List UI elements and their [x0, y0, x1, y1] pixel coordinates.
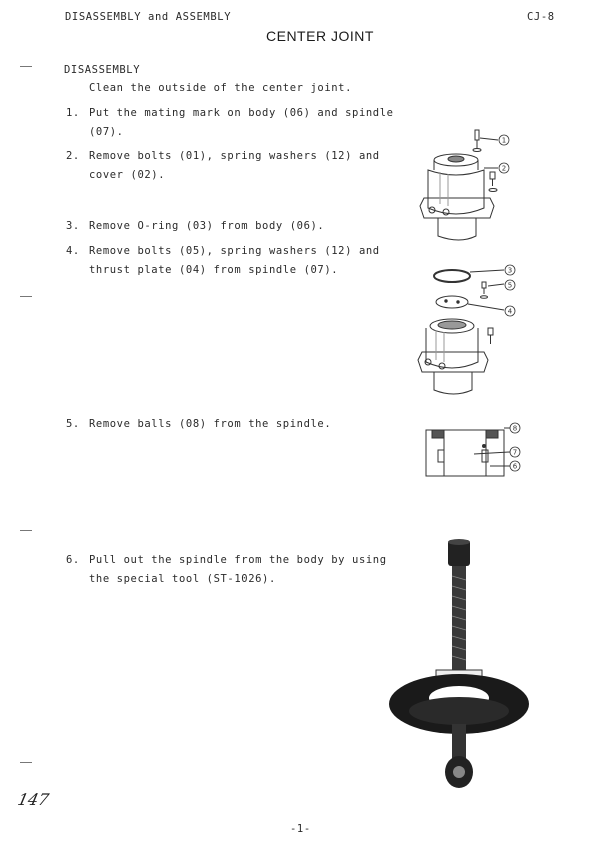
callout-1: 1: [501, 136, 507, 145]
step-number: 5.: [66, 418, 80, 430]
handwritten-note: 147: [15, 790, 51, 809]
step-text-line-2: the special tool (ST-1026).: [89, 573, 276, 585]
step-number: 6.: [66, 554, 80, 566]
step-number: 3.: [66, 220, 80, 232]
step-text-line-1: Remove balls (08) from the spindle.: [89, 418, 332, 430]
step-text-line-1: Remove bolts (05), spring washers (12) and: [89, 245, 380, 257]
o-ring-and-thrust-plate-illustration: [412, 262, 522, 412]
callout-3: 3: [507, 266, 513, 275]
step-number: 1.: [66, 107, 80, 119]
step-text-line-1: Remove O-ring (03) from body (06).: [89, 220, 325, 232]
callout-6: 6: [512, 462, 518, 471]
margin-mark: [20, 66, 32, 67]
callout-8: 8: [512, 424, 518, 433]
section-intro: Clean the outside of the center joint.: [89, 82, 353, 94]
callout-4: 4: [507, 307, 513, 316]
step-text-line-1: Pull out the spindle from the body by using: [89, 554, 387, 566]
margin-mark: [20, 530, 32, 531]
step-text-line-2: thrust plate (04) from spindle (07).: [89, 264, 339, 276]
section-heading: DISASSEMBLY: [64, 64, 141, 76]
step-text-line-2: cover (02).: [89, 169, 166, 181]
step-text-line-1: Put the mating mark on body (06) and spindle: [89, 107, 394, 119]
callout-2: 2: [501, 164, 507, 173]
step-number: 4.: [66, 245, 80, 257]
header-page-code: CJ-8: [527, 11, 555, 23]
margin-mark: [20, 296, 32, 297]
center-joint-assembly-illustration: [418, 128, 528, 248]
callout-7: 7: [512, 448, 518, 457]
spindle-section-illustration: [420, 420, 530, 480]
header-section-label: DISASSEMBLY and ASSEMBLY: [65, 11, 232, 23]
page-title: CENTER JOINT: [266, 28, 374, 44]
step-text-line-1: Remove bolts (01), spring washers (12) and: [89, 150, 380, 162]
step-number: 2.: [66, 150, 80, 162]
special-tool-puller-illustration: [386, 536, 546, 796]
callout-5: 5: [507, 281, 513, 290]
margin-mark: [20, 762, 32, 763]
step-text-line-2: (07).: [89, 126, 124, 138]
page-number: -1-: [290, 823, 311, 835]
